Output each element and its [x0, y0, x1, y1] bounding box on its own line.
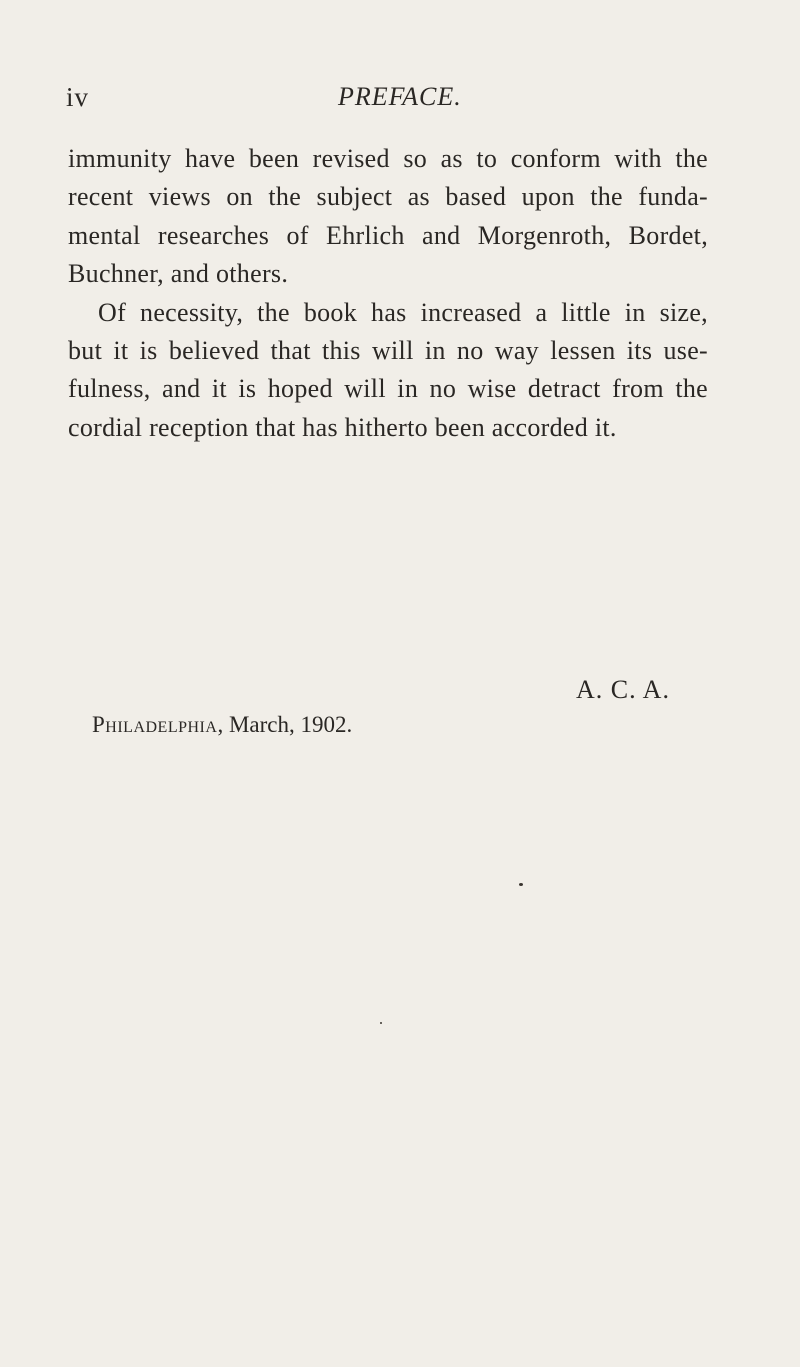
text-line: recent views on the subject as based upon the funda-: [68, 182, 708, 212]
text-line: fulness, and it is hoped will in no wise detract from the: [68, 374, 708, 404]
text-line: but it is believed that this will in no way lessen its use-: [68, 336, 708, 366]
dateline-place: Philadelphia: [92, 712, 218, 737]
author-initials: A. C. A.: [576, 675, 670, 704]
page-number: iv: [66, 82, 90, 112]
dateline-date: , March, 1902.: [217, 712, 353, 737]
paper-speck: [519, 883, 523, 886]
dateline: [92, 712, 352, 738]
paragraph-first-line: Of necessity, the book has increased a little in size,: [98, 297, 708, 327]
text-line: cordial reception that has hitherto been accorded it.: [68, 412, 617, 442]
running-head: [66, 82, 716, 118]
text-line: mental researches of Ehrlich and Morgenroth, Bordet,: [68, 220, 708, 250]
preface-body: [68, 140, 708, 447]
paper-speck: [380, 1022, 382, 1024]
text-line: immunity have been revised so as to conform with the: [68, 144, 708, 173]
text-line: Buchner, and others.: [68, 259, 289, 289]
running-title: PREFACE.: [338, 82, 462, 111]
